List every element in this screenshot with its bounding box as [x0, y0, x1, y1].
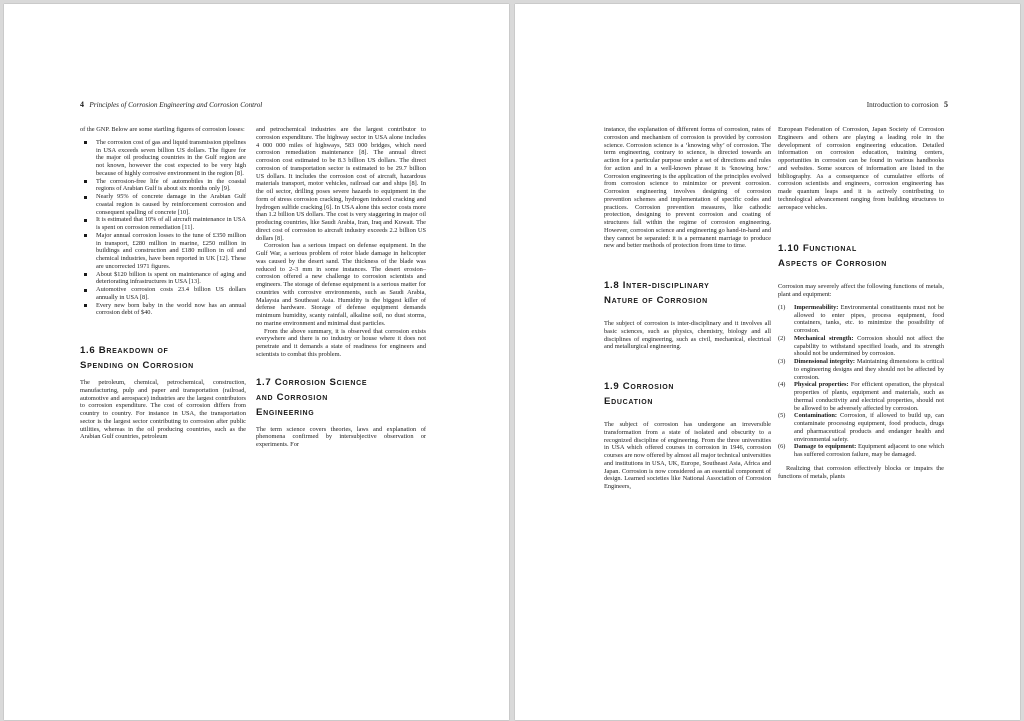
item-term: Dimensional integrity: — [794, 358, 856, 365]
list-item: Automotive corrosion costs 23.4 billion US dollars annually in USA [8]. — [80, 286, 246, 302]
section-1-7-body: The term science covers theories, laws and explanation of phenomena confirmed by intersubjective observation or experiments. For — [256, 425, 426, 448]
heading-line: 1.10 Functional — [778, 243, 857, 255]
item-term: Impermeability: — [794, 303, 839, 311]
item-number: (4) — [778, 381, 786, 389]
item-text: Environmental constituents must not be allowed to enter pipes, process equipment, food containers, tanks, etc. to minimize the possibility of corrosion. — [794, 303, 944, 334]
item-term: Damage to equipment: — [794, 443, 857, 451]
section-1-10-closing: Realizing that corrosion effectively blocks or impairs the functions of metals, plants — [778, 464, 944, 480]
left-running-head — [80, 100, 262, 110]
item-number: (3) — [778, 358, 786, 365]
right-page — [515, 4, 1020, 720]
item-text: Corrosion, if allowed to build up, can contaminate processing equipment, food products, drugs and pharmaceutical products and endanger health and environmental safety. — [794, 412, 944, 443]
left-page — [4, 4, 509, 720]
list-item: Nearly 95% of concrete damage in the Arabian Gulf coastal region is caused by reinforcement corrosion and consequent spalling of concrete [10]. — [80, 193, 246, 216]
item-number: (5) — [778, 412, 786, 420]
heading-line: 1.6 Breakdown of — [80, 345, 169, 356]
section-1-6-body: The petroleum, chemical, petrochemical, construction, manufacturing, pulp and paper and transportation (railroad, automotive and aerospace) industries are the largest contributors to corrosion expenditure. The cost of corrosion differs from country to country. For instance in USA, the transportation sector is the largest sector contributing to corrosion after public utilities, whereas in the oil producing countries, such as the Arabian Gulf countries, petroleum — [80, 379, 246, 441]
list-item: About $120 billion is spent on maintenance of aging and deteriorating infrastructures in USA [13]. — [80, 271, 246, 287]
item-number: (6) — [778, 443, 786, 451]
item-text: For efficient operation, the physical properties of plants, equipment and materials, such as thermal conductivity and electrical properties, should not be allowed to be adversely affected by corrosion. — [794, 381, 944, 412]
losses-bullet-list — [80, 139, 246, 317]
item-term: Contamination: — [794, 412, 837, 420]
section-1-8-heading — [604, 278, 771, 308]
right-running-title: Introduction to corrosion — [866, 101, 939, 109]
heading-line: 1.9 Corrosion — [604, 381, 675, 392]
losses-intro: of the GNP. Below are some startling figures of corrosion losses: — [80, 126, 245, 133]
item-term: Mechanical strength: — [794, 334, 854, 342]
right-column-1 — [604, 126, 771, 491]
heading-line: Spending on Corrosion — [80, 360, 194, 371]
functions-list — [778, 304, 944, 459]
item-text: Maintaining dimensions is critical to engineering designs and they should not be affected by corrosion. — [794, 358, 944, 381]
section-1-9-heading — [604, 379, 771, 409]
list-item: The corrosion cost of gas and liquid transmission pipelines in USA exceeds seven billion US dollars. The figure for the major oil producing countries in the Gulf region are not known, however the cost expected to be very high because of highly corrosive environment in the region [8]. — [80, 139, 246, 178]
item-number: (1) — [778, 303, 786, 311]
list-item — [778, 381, 944, 412]
right-running-head — [867, 100, 948, 110]
paragraph: From the above summary, it is observed that corrosion exists everywhere and there is no industry or house where it does not penetrate and it demands a state of readiness for engineers and scientists to combat this problem. — [256, 327, 426, 358]
list-item: The corrosion-free life of automobiles in the coastal regions of Arabian Gulf is about six months only [9]. — [80, 178, 246, 194]
paragraph: instance, the explanation of different forms of corrosion, rates of corrosion and mechanism of corrosion is provided by corrosion science. Corrosion science is a ‘knowing why’ of corrosion. The term engineering, contrary to science, is directed towards an action for a particular purpose under a set of directions and rules for action and in a well-known phrase it is ‘knowing how.’ Corrosion engineering is the application of the principles evolved from corrosion science to minimize or prevent corrosion. Corrosion engineering involves designing of corrosion prevention schemes and implementation of specific codes and practices. Corrosion prevention measures, like cathodic protection, designing to prevent corrosion and coating of structures fall within the regime of corrosion engineering. However, corrosion science and engineering go hand-in-hand and they cannot be separated: it is a permanent marriage to produce new and better methods of protection from time to time. — [604, 126, 771, 250]
heading-line: 1.7 Corrosion Science — [256, 376, 368, 388]
list-item: Major annual corrosion losses to the tune of £350 million in transport, £280 million in marine, £250 million in buildings and construction and £180 million in oil and chemical industries, have been reported in UK [12]. These are uncorrected 1971 figures. — [80, 232, 246, 271]
section-1-9-body: The subject of corrosion has undergone an irreversible transformation from a state of isolated and obscurity to a recognized discipline of engineering. From the three universities in USA which offered courses in corrosion in 1946, corrosion courses are now offered by almost all major technical universities and institutions in USA, UK, Europe, Southeast Asia, Africa and Japan. Corrosion is now considered as an essential component of design. Learned societies like National Association of Corrosion Engineers, — [604, 421, 771, 490]
list-item: Every new born baby in the world now has an annual corrosion debt of $40. — [80, 302, 246, 318]
list-item — [778, 358, 944, 381]
right-page-number: 5 — [944, 100, 948, 109]
item-text: Corrosion should not affect the capability to withstand specified loads, and its strength should not be undermined by corrosion. — [794, 334, 944, 358]
list-item — [778, 304, 944, 335]
heading-line: Education — [604, 396, 654, 407]
list-item: It is estimated that 10% of all aircraft maintenance in USA is spent on corrosion remediation [11]. — [80, 216, 246, 232]
paragraph: European Federation of Corrosion, Japan Society of Corrosion Engineers and others are playing a leading role in the development of corrosion engineering education. Detailed information on corrosion education, training centers, opportunities in corrosion can be found in various handbooks and websites. Some sources of information are listed in the bibliography. As a consequence of cumulative efforts of corrosion scientists and engineers, corrosion engineering has made quantum leaps and it is actively contributing to technological advancement ranging from building structures to aerospace vehicles. — [778, 126, 944, 211]
section-1-10-heading — [778, 241, 944, 271]
item-text: Equipment adjacent to one which has suffered corrosion failure, may be damaged. — [794, 443, 945, 458]
section-1-7-heading — [256, 375, 426, 420]
left-column-1 — [80, 126, 246, 441]
paragraph: Corrosion has a serious impact on defense equipment. In the Gulf War, a serious problem of rotor blade damage in helicopter was caused by the desert sand. The thickness of the blade was reduced to 2–3 mm in some instances. The desert erosion–corrosion offered a new challenge to corrosion scientists and engineers. The storage of defense equipment is a serious matter for countries with corrosive environments, such as Saudi Arabia, Malaysia and Southeast Asia. Humidity is the biggest killer of defense hardware. Storage of defense equipment demands minimum humidity, scanty rainfall, alkaline soil, no dust storms, no marine environment and minimal dust particles. — [256, 242, 426, 327]
left-running-title: Principles of Corrosion Engineering and Corrosion Control — [89, 101, 263, 109]
left-page-number: 4 — [80, 100, 84, 109]
left-column-2 — [256, 126, 426, 449]
heading-line: Engineering — [256, 406, 315, 418]
heading-line: Aspects of Corrosion — [778, 258, 888, 270]
item-term: Physical properties: — [794, 381, 849, 389]
list-item — [778, 443, 944, 459]
heading-line: Nature of Corrosion — [604, 295, 708, 306]
list-item — [778, 412, 944, 443]
section-1-6-heading — [80, 343, 246, 373]
section-1-8-body: The subject of corrosion is inter-disciplinary and it involves all basic sciences, such as physics, chemistry, biology and all disciplines of engineering, such as civil, mechanical, electrical and metallurgical engineering. — [604, 320, 771, 351]
list-item — [778, 335, 944, 358]
item-number: (2) — [778, 334, 786, 342]
heading-line: and Corrosion — [256, 391, 328, 403]
right-column-2 — [778, 126, 944, 480]
paragraph: and petrochemical industries are the largest contributor to corrosion expenditure. The highway sector in USA alone includes 4 000 000 miles of highways, 583 000 bridges, which need corrosion remediation maintenance [8]. The annual direct corrosion cost estimated to be 8.3 billion US dollars. The direct corrosion of transportation sector is estimated to be 29.7 billion US dollars. It includes the corrosion cost of aircraft, hazardous materials transport, motor vehicles, railroad car and ships [8]. In the oil sector, drilling poses severe hazards to equipment in the form of stress corrosion cracking, hydrogen induced cracking and hydrogen sulfide cracking [6]. In USA alone this sector costs more than 1.2 billion US dollars. The cost is very staggering in major oil producing countries, like Saudi Arabia, Iran, Iraq and Kuwait. The direct cost of corrosion to aircraft industry exceeds 2.2 billion US dollars [8]. — [256, 126, 426, 242]
heading-line: 1.8 Inter-disciplinary — [604, 280, 710, 291]
section-1-10-intro: Corrosion may severely affect the following functions of metals, plant and equipment: — [778, 283, 944, 298]
